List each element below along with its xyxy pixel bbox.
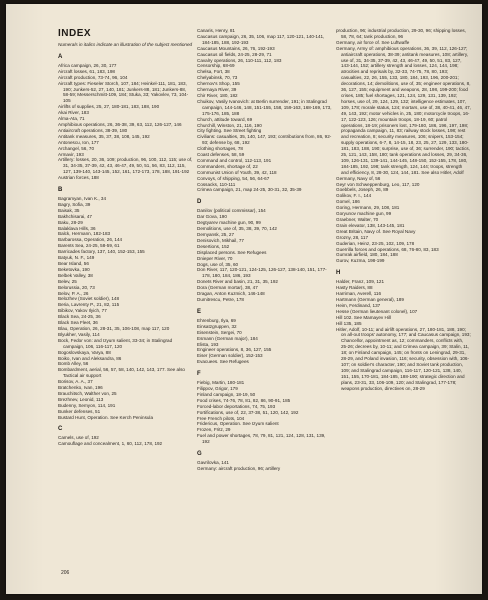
index-entry: Bunker defenses, 51: [58, 408, 101, 414]
index-entry: Black Sea Fleet, 36: [58, 320, 98, 326]
index-entry: Geyr von Schweppenburg, Leo, 117, 120: [336, 181, 420, 187]
index-entry: Goebbels, Joseph, 26, 89: [336, 187, 389, 193]
section-letter: E: [197, 308, 202, 315]
index-entry: Dragan, Anton Kuzmich, 146-148: [197, 291, 265, 297]
index-entry: Bogoslovskaya, Varya, 88: [58, 349, 111, 355]
index-entry: Chelsa, Fort, 38: [197, 69, 230, 75]
index-entry: Belozhev (Soviet soldier), 148: [58, 296, 120, 302]
index-entry: Command and control, 112-113, 191: [197, 157, 272, 163]
index-entry: Demolitions, use of, 35, 38, 39, 70, 142: [197, 226, 277, 232]
index-entry: Hesse (German lieutenant colonel), 107: [336, 308, 418, 314]
index-entry: Ehrenburg, Ilya, 69: [197, 317, 236, 323]
index-entry: Balck, Hermann, 182-183: [58, 231, 111, 237]
index-entry: Bear Island, 56: [58, 261, 89, 266]
index-entry: Frozen, Fritz, 29: [197, 427, 231, 433]
index-entry: Free French pilots, 104: [197, 415, 245, 421]
index-entry: Censorship, 68-69: [197, 63, 235, 69]
index-entry: Airlifts of supplies, 25, 27, 180-181, 183, 188, 190: [58, 104, 160, 110]
index-entry: Communist Union of Youth, 39, 42, 118: [197, 169, 277, 175]
index-entry: Commanders, shortage of, 22: [197, 163, 258, 169]
index-entry: Coast defenses, 58, 59: [197, 152, 245, 158]
index-entry: Chir River, 180, 182: [197, 92, 238, 98]
index-entry: Convoys, of shipping, 54, 56, 64-67: [197, 175, 270, 181]
index-entry: Don River, 117, 120-121, 124-125, 126-127, 138-140, 151, 177-178, 180, 184, 186, 193: [197, 267, 327, 279]
index-entry: Hartmann (German general), 189: [336, 296, 404, 302]
index-entry: Akai River, 183: [58, 110, 89, 116]
index-entry: production, 96; industrial production, 29-30, 96; shipping losses, 58, 78, 64; tank production, 96: [336, 28, 466, 39]
index-entry: Aircraft types: Fieseler Storch, 107, 184; Heinkel-111, 181, 183, 190; Junkers-52, 27, 140, 181; Junkers-88, 181; Junkers-88, 58-59; Messerschmitt-109, 184; Stuka, 33; Yakovlev, 73, 104-105: [58, 80, 189, 104]
index-entry: Austrian forces, 188: [58, 175, 99, 181]
index-entry: Fridericus, Operation. See Izyum salient: [197, 421, 279, 427]
index-entry: Antiaircraft operations, 38-39, 180: [58, 127, 128, 133]
index-entry: Finland campaign, 18-19, 50: [197, 391, 256, 397]
index-entry: Denisovich, Mikhail, 77: [197, 237, 244, 243]
index-entry: Evacuees. See Refugees: [197, 359, 249, 365]
index-entry: Grain elevator, 138, 143-145, 181: [336, 222, 405, 228]
index-entry: Graebner, Walter, 70: [336, 217, 379, 222]
index-entry: Armavir, 193: [58, 151, 84, 157]
index-entry: Borisov, A. A., 37: [58, 379, 93, 385]
index-entry: Hitler, Adolf, 10-11; and airlift operations, 27, 180-181, 188, 190; on all-out troops' autonomy, 177; and Caucasus campaign, 193; Chancellor, appointment as, 12; commanders, conflicts with, 25-26; decrees by, 10-11; and Crimea campaign, 39; Stalin, 11, 18; on Finland campaign, 145; on fronts on Leningrad, 29-31, 28-29, and Poland invasion, 116; security, obsession with, 106-107; on soldier's character, 190; and Soviet tank production, 109; and Stalingrad campaign, 116-117, 120-121, 138, 140, 151, 155, 170-181, 184-185, 188-190; strategic direction and plans, 23-31, 33, 106-109, 120; and Stalingrad, 177-178; weapons production, directives on, 28-29: [336, 326, 471, 391]
index-entry: Guerrilla forces and operations, 68, 76-80, 83, 183: [336, 246, 439, 252]
index-entry: Church, attitude toward, 69: [197, 116, 253, 122]
index-entry: Germany: aircraft production, 96; artillery: [197, 466, 281, 471]
index-entry: Cavalry operations, 26, 110-111, 112, 183: [197, 57, 282, 63]
index-entry: Bomb Alley, 56: [58, 361, 89, 367]
index-entry: Hill 135, 185: [336, 320, 362, 326]
index-entry: Aircraft losses, 61, 183, 198: [58, 68, 115, 74]
index-entry: Chelyabinsk, 70, 73: [197, 75, 238, 81]
index-entry: Heim, Ferdinand, 137: [336, 302, 381, 308]
column-3-sections: [336, 28, 471, 391]
index-entry: Civilians: casualties, 35, 140, 147, 193; contributions from, 86, 92-93; defense by, 68, 192: [197, 134, 332, 146]
section-letter: C: [58, 426, 63, 433]
index-entry: Crimea campaign, 21, map 24-25, 30-31, 32, 35-39: [197, 187, 302, 193]
index-entry: Belev, 25: [58, 278, 77, 284]
index-entry: Bock, Fedor von: and Izyum salient, 33-34; in Stalingrad campaign, 106, 116-117, 120: [58, 337, 173, 349]
index-entry: Einsatzgruppen, 32: [197, 323, 237, 329]
index-entry: Gavrilovka, 141: [197, 460, 229, 466]
index-entry: Elista, 193: [197, 341, 219, 347]
section-letter: B: [58, 187, 63, 194]
index-entry: Chuikov, Vasily Ivanovich: at Berlin surrender, 191; in Stalingrad campaign, 144-146, 148, 151-155, 158, 159-163, 168-169, 173, 175-176, 185, 188: [197, 98, 332, 116]
page-number: 206: [61, 570, 70, 576]
index-entry: Budenny, Semyon, 114, 191: [58, 402, 116, 408]
index-entry: Hasty Raiders, 88: [336, 285, 373, 291]
italics-note: Numerals in italics indicate an illustration of the subject mentioned: [58, 42, 193, 47]
index-entry: Belov, P. A., 26: [58, 290, 89, 296]
index-entry: Displaced persons. See Refugees: [197, 249, 267, 255]
index-entry: Bombardment, aerial, 56, 57, 58, 140, 142, 143, 177. See also Tactical air support: [58, 367, 185, 379]
index-entry: Bakhchisarai, 47: [58, 213, 92, 219]
index-entry: Gomel, 186: [336, 199, 360, 205]
index-entry: Churchill, Winston, 21, 116, 190: [197, 122, 262, 128]
index-entry: Alma-Ata, 71: [58, 116, 85, 122]
index-entry: Antonescu, Ion, 177: [58, 139, 99, 145]
index-entry: Black Sea, 24-25, 36: [58, 314, 101, 320]
index-entry: Great Britain, Navy of. See Royal Navy: [336, 228, 416, 234]
index-entry: Batyuk, N. F., 149: [58, 255, 95, 261]
index-entry: Bagramyan, Ivan K., 34: [58, 196, 107, 202]
index-entry: Golikov, F. I., 144: [336, 193, 372, 199]
index-entry: Eisenstein, Sergei, 70: [197, 329, 242, 335]
column-1-sections: [58, 54, 193, 447]
index-entry: Beria, Lavrenty P., 21, 82, 115: [58, 302, 120, 308]
index-entry: Harriman, Averell, 116: [336, 291, 382, 297]
section-letter: G: [197, 451, 202, 458]
section-letter: D: [197, 199, 202, 206]
index-entry: Gumrak airfield, 180, 184, 188: [336, 252, 398, 258]
index-entry: Blyukher, Vasily, 114: [58, 331, 100, 337]
index-entry: Dar Gova, 190: [197, 214, 227, 220]
index-column: [336, 28, 471, 391]
index-entry: Germany, Army of: amphibious operations, 36, 39, 112, 126-127; antiaircraft operations, 38-39; antitank measures, 108; artillery, use of, 31, 34-35, 37-39, 42, 43, 46-47, 49, 50, 51, 83, 127, 143-144, 152; artillery strength and losses, 124, 144, 198; atrocities and reprisals by, 32-33, 74-75, 78, 80, 193; casualties, 22, 26, 155, 133, 180, 184, 193, 196, 200-201; decorations, 14; demolitions, use of, 35; engineer operations, 8, 36, 127, 155; equipment and weapons, 28, 198, 199-200; food crises, 185; fuel shortages, 121, 124, 129, 131, 139, 192; horses, use of, 29, 124, 129, 132; intelligence estimates, 107, 109, 178; morale status, 124; mortars, use of, 38, 40-41, 46, 47, 49, 143, 192; motor vehicles in, 25, 180; motorcycle troops, 16-17, 122-123, 126; mountain troops, 18-19, 60; patrol operations, 18-19; prisoners lost, 179-180, 186, 196, 197, 198; propaganda campaign, 11, 83; railway stock losses, 198; rest and recreation, 8; security measures, 106; snipers, 153-154; supply operations, 6-7, 8, 14-15, 18, 23, 25, 27, 129, 133, 180-181, 183, 188, 190; surprise, use of, 36; surrender, 190; tactics, 25, 121, 143, 158, 180; tank operations and losses, 29, 34-36, 109, 126-131, 139-141, 144-145, 148-150, 152-155, 178, 180, 184-185, 192, 198; tank strength, 124, 144; troops, strength and efficiency, 8, 28-30, 124, 144, 181. See also Hitler, Adolf: [336, 45, 471, 175]
index-entry: Chernaya River, 39: [197, 87, 237, 93]
index-entry: Bustard Hunt, Operation. See Kerch Peninsula: [58, 414, 153, 420]
index-entry: Demyansk, 25, 27: [197, 232, 235, 237]
index-entry: Belorussia, 20, 73: [58, 284, 95, 290]
index-entry: Antitank measures, 35, 37, 38, 108, 145, 192: [58, 133, 150, 139]
index-entry: Dnieper River, 70: [197, 255, 233, 261]
index-entry: Eiser (German soldier), 152-153: [197, 353, 263, 359]
index-entry: Amphibious operations, 26, 36-38, 39, 63, 112, 126-127, 146: [58, 121, 182, 127]
index-entry: Hill 102. See Mamayev Hill: [336, 314, 391, 320]
index-entry: Filippov, Grigor, 179: [197, 386, 238, 392]
column-2-sections: [197, 28, 332, 472]
index-entry: Gurov, Kuzma, 198-199: [336, 258, 385, 264]
index-entry: Brauchitsch, Walther von, 25: [58, 390, 117, 396]
index-entry: Food crises, 74-76, 78, 81, 82, 86, 90-91, 185: [197, 397, 291, 403]
index-entry: Goryunov machine gun, 99: [336, 211, 392, 217]
index-column: [58, 28, 193, 447]
index-entry: Bibikov, Yakov Ilyich, 77: [58, 308, 107, 314]
index-entry: Blau, Operation, 26, 28-31, 35, 106-108, map 117, 120: [58, 325, 170, 331]
index-entry: Balaklava Hills, 36: [58, 225, 96, 231]
index-title: INDEX: [58, 28, 92, 39]
index-entry: Grozny, 28, 117: [336, 234, 369, 240]
index-page: [6, 4, 482, 594]
index-entry: Fortifications, use of, 22, 37-38, 51, 120, 142, 192: [197, 409, 299, 415]
index-entry: Donets River and basin, 21, 31, 35, 192: [197, 279, 278, 285]
section-letter: F: [197, 371, 201, 378]
index-entry: Germany, air force of. See Luftwaffe: [336, 39, 410, 45]
index-entry: Engineer operations, 8, 36, 127, 155: [197, 347, 272, 353]
index-entry: Baisak, 35: [58, 207, 80, 213]
index-entry: Germany, Navy of, 56: [336, 175, 381, 181]
index-entry: Bagry, Sofia, 39: [58, 201, 91, 207]
index-entry: Barents Sea, 24-25, 58-59, 61: [58, 243, 120, 249]
section-letter: H: [336, 270, 341, 277]
index-entry: Camels, use of, 192: [58, 435, 99, 441]
index-entry: Goring, Hermann, 29, 108, 181: [336, 205, 400, 211]
index-entry: Guderian, Heinz, 23-25, 102, 109, 178: [336, 240, 415, 246]
index-entry: Degtyarev machine gun, 90, 99: [197, 220, 261, 226]
index-entry: Desertions, 152: [197, 243, 230, 249]
index-entry: Archangel, 56, 70: [58, 145, 95, 151]
index-entry: Baku, 28-29: [58, 219, 83, 225]
index-entry: Africa campaign, 26, 30, 177: [58, 62, 117, 68]
index-entry: Caucasus campaign, 26, 35, 106, map 117, 120-121, 140-141, 184-185, 188, 192-193: [197, 33, 325, 45]
index-column: [197, 28, 332, 472]
index-entry: Fuel and power shortages, 78, 79, 81, 121, 124, 128, 131, 139, 192: [197, 433, 326, 445]
index-entry: Canaris, Henry, 81: [197, 28, 235, 33]
index-entry: Dumitrescu, Petre, 178: [197, 296, 244, 302]
index-entry: Danilov (political commissar), 154: [197, 208, 266, 214]
index-entry: City fighting. See Street fighting: [197, 128, 262, 134]
index-entry: Brezhnev, Leonid, 113: [58, 396, 104, 402]
index-entry: Caucasus oil fields, 24-25, 28-29, 71: [197, 51, 272, 57]
index-entry: Dora (German mortar), 38, 47: [197, 285, 258, 291]
index-entry: Esmann (German major), 184: [197, 335, 258, 341]
index-entry: Beketovka, 190: [58, 266, 90, 272]
index-entry: Fiebig, Martin, 180-181: [197, 380, 245, 386]
index-entry: Clothing shortages, 78: [197, 146, 243, 152]
index-entry: Forced-labor deportations, 74, 75, 193: [197, 403, 276, 409]
index-entry: Barbarossa, Operation, 26, 144: [58, 237, 123, 243]
index-entry: Barricades factory, 137, 140, 152-153, 155: [58, 249, 145, 255]
index-entry: Caucasus Mountains, 26, 76, 192-193: [197, 45, 275, 51]
index-entry: Halder, Franz, 109, 121: [336, 279, 385, 285]
index-entry: Artillery: losses, 20, 36, 109; production, 96, 100, 112, 115; use of, 31, 34-35, 37-39, 42, 43, 46-47, 49, 50, 51, 56, 83, 112, 115, 127, 139-140, 143-145, 152, 161, 172-173, 178, 188, 191-192: [58, 157, 193, 175]
index-entry: Boiko, Ivan and Aleksandra, 86: [58, 355, 122, 361]
index-entry: Chernov's Shop, 155: [197, 81, 240, 87]
index-entry: Belbek Valley, 38: [58, 272, 93, 278]
index-entry: Cossacks, 110-111: [197, 181, 236, 187]
index-entry: Aircraft production, 73-74, 96, 104: [58, 74, 128, 80]
section-letter: A: [58, 53, 63, 60]
index-entry: Dogs, use of, 35, 60: [197, 261, 239, 267]
index-entry: Camouflage and concealment, 1, 60, 112, 178, 192: [58, 441, 163, 447]
index-entry: Bratchenko, Ivan, 196: [58, 385, 103, 391]
